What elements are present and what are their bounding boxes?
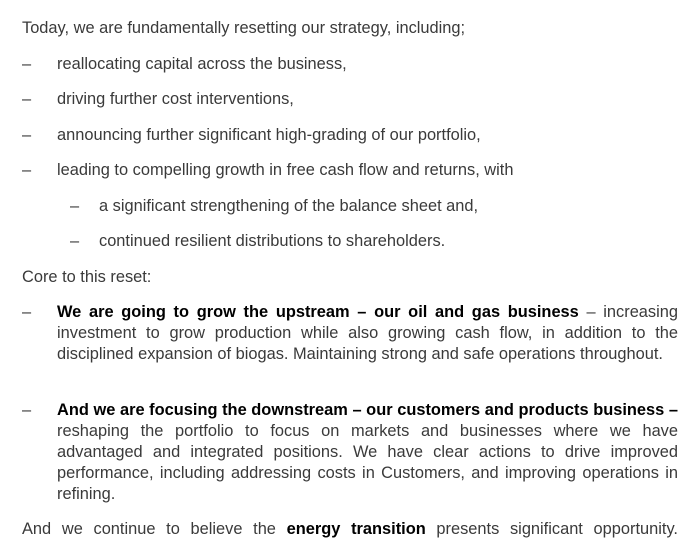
dash-bullet: – (22, 90, 32, 108)
dash-bullet: – (70, 197, 80, 215)
list-item-text: a significant strengthening of the balance sheet and, (99, 197, 479, 215)
downstream-bullet (22, 400, 678, 505)
dash-bullet: – (22, 303, 32, 321)
list-item (22, 160, 678, 181)
list-item (22, 54, 678, 75)
body-text: – increasing investment to grow production while also growing cash flow, in addition to the disciplined expansion of biogas. Maintaining strong and safe operations throughout. (57, 303, 678, 363)
list-item-text: announcing further significant high-grading of our portfolio, (57, 126, 481, 144)
upstream-bullet (22, 302, 678, 365)
list-item-text: leading to compelling growth in free cash flow and returns, with (57, 161, 514, 179)
list-item-text: reallocating capital across the business, (57, 55, 347, 73)
list-item (22, 89, 678, 110)
list-item-text: driving further cost interventions, (57, 90, 294, 108)
emphasis-text: And we are focusing the downstream – our customers and products business – (57, 401, 678, 419)
list-item-text: continued resilient distributions to shareholders. (99, 232, 446, 250)
emphasis-text: energy transition (286, 520, 426, 538)
body-text: presents significant opportunity. (425, 520, 678, 538)
nested-list-item (70, 196, 678, 217)
dash-bullet: – (70, 232, 80, 250)
intro-paragraph: Today, we are fundamentally resetting our strategy, including; (22, 19, 466, 37)
body-text: And we continue to believe the (22, 520, 287, 538)
body-text: reshaping the portfolio to focus on markets and businesses where we have advantaged and integrated positions. We have clear actions to drive improved performance, including addressing costs in Customers, and improving operations in refining. (57, 422, 678, 503)
emphasis-text: We are going to grow the upstream – our oil and gas business (57, 303, 579, 321)
list-item (22, 125, 678, 146)
core-heading: Core to this reset: (22, 268, 152, 286)
dash-bullet: – (22, 126, 32, 144)
dash-bullet: – (22, 161, 32, 179)
dash-bullet: – (22, 401, 32, 419)
dash-bullet: – (22, 55, 32, 73)
nested-list-item (70, 231, 678, 252)
closing-paragraph (22, 519, 678, 540)
